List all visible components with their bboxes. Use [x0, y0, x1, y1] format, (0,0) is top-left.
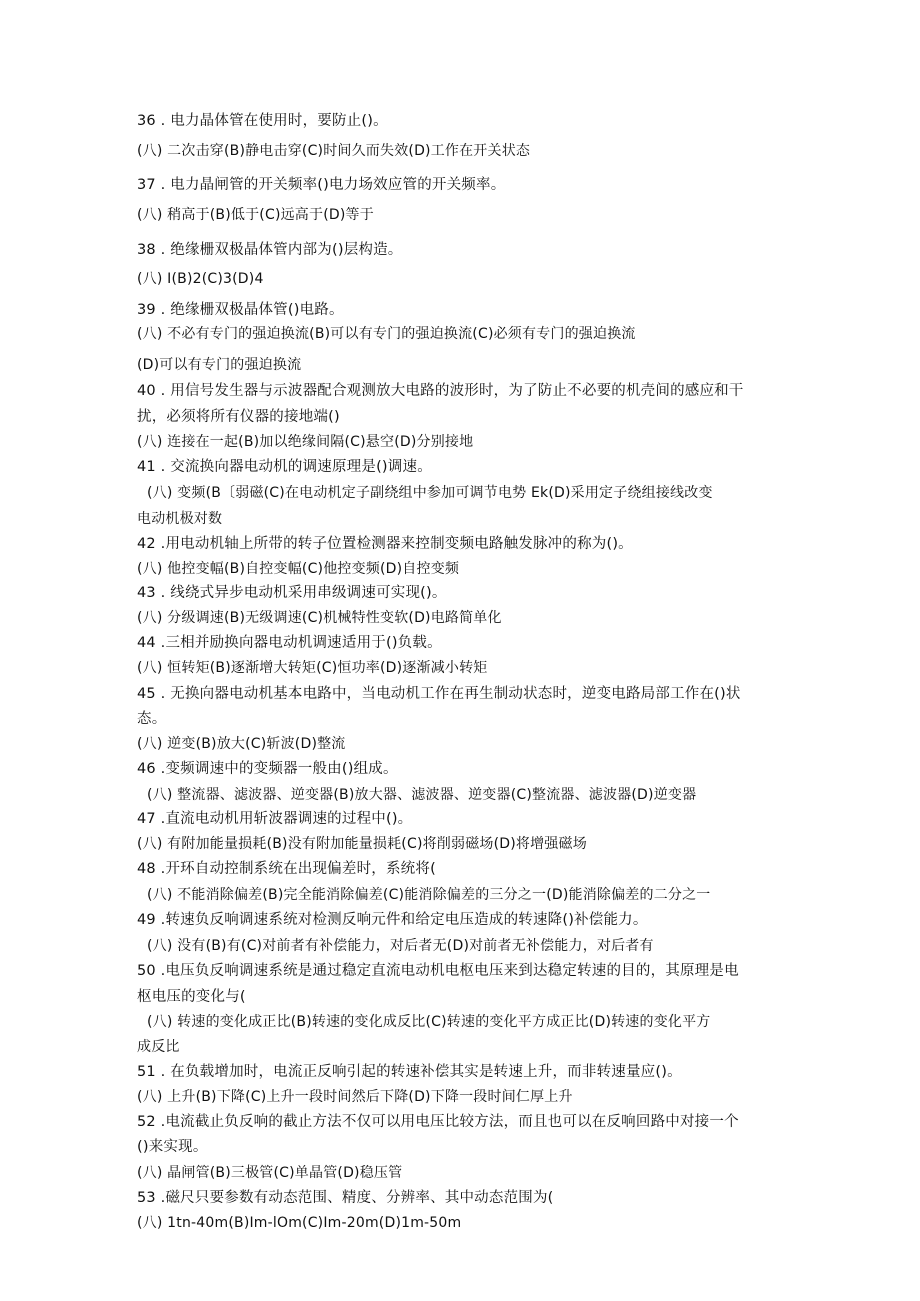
options-46: (八) 整流器、滤波器、逆变器(B)放大器、滤波器、逆变器(C)整流器、滤波器(D)逆变器 — [147, 787, 697, 803]
question-39: 39 . 绝缘栅双极晶体管()电路。 — [137, 302, 344, 318]
options-37: (八) 稍高于(B)低于(C)远高于(D)等于 — [137, 207, 374, 223]
options-43: (八) 分级调速(B)无级调速(C)机械特性变软(D)电路简单化 — [137, 610, 502, 626]
options-49: (八) 没有(B)有(C)对前者有补偿能力，对后者无(D)对前者无补偿能力，对后者有 — [147, 938, 654, 954]
question-38: 38 . 绝缘栅双极晶体管内部为()层构造。 — [137, 242, 403, 258]
question-42: 42 .用电动机轴上所带的转子位置检测器来控制变频电路触发脉冲的称为()。 — [137, 536, 633, 552]
question-48: 48 .开环自动控制系统在出现偏差时，系统将( — [137, 861, 436, 877]
question-36: 36 . 电力晶体管在使用时，要防止()。 — [137, 113, 388, 129]
question-45-cont: 态。 — [137, 711, 167, 727]
options-40: (八) 连接在一起(B)加以绝缘间隔(C)悬空(D)分别接地 — [137, 434, 474, 450]
options-50-cont: 成反比 — [137, 1039, 180, 1055]
options-53: (八) 1tn-40m(B)Im-lOm(C)Im-20m(D)1m-50m — [137, 1215, 462, 1231]
options-41-cont: 电动机极对数 — [137, 511, 223, 527]
question-43: 43 . 线绕式异步电动机采用串级调速可实现()。 — [137, 585, 447, 601]
options-48: (八) 不能消除偏差(B)完全能消除偏差(C)能消除偏差的三分之一(D)能消除偏差的二分之一 — [147, 887, 711, 903]
question-45: 45 . 无换向器电动机基本电路中，当电动机工作在再生制动状态时，逆变电路局部工作在()状 — [137, 686, 741, 702]
question-37: 37 . 电力晶闸管的开关频率()电力场效应管的开关频率。 — [137, 177, 506, 193]
question-40-cont: 扰，必须将所有仪器的接地端() — [137, 409, 340, 425]
question-41: 41 . 交流换向器电动机的调速原理是()调速。 — [137, 459, 432, 475]
options-51: (八) 上升(B)下降(C)上升一段时间然后下降(D)下降一段时间仁厚上升 — [137, 1089, 573, 1105]
question-50: 50 .电压负反响调速系统是通过稳定直流电动机电枢电压来到达稳定转速的目的，其原理是电 — [137, 963, 739, 979]
question-47: 47 .直流电动机用斩波器调速的过程中()。 — [137, 811, 413, 827]
question-46: 46 .变频调速中的变频器一般由()组成。 — [137, 761, 398, 777]
question-50-cont: 枢电压的变化与( — [137, 989, 246, 1005]
question-52-cont: ()来实现。 — [137, 1139, 208, 1155]
options-38: (八) I(B)2(C)3(D)4 — [137, 271, 264, 287]
options-44: (八) 恒转矩(B)逐渐增大转矩(C)恒功率(D)逐渐减小转矩 — [137, 660, 488, 676]
options-42: (八) 他控变幅(B)自控变幅(C)他控变频(D)自控变频 — [137, 561, 460, 577]
question-44: 44 .三相并励换向器电动机调速适用于()负载。 — [137, 635, 442, 651]
options-41: (八) 变频(B〔弱磁(C)在电动机定子副绕组中参加可调节电势 Ek(D)采用定子绕组接线改变 — [147, 485, 713, 501]
options-50: (八) 转速的变化成正比(B)转速的变化成反比(C)转速的变化平方成正比(D)转速的变化平方 — [147, 1014, 711, 1030]
question-52: 52 .电流截止负反响的截止方法不仅可以用电压比较方法，而且也可以在反响回路中对接一个 — [137, 1114, 739, 1130]
options-47: (八) 有附加能量损耗(B)没有附加能量损耗(C)将削弱磁场(D)将增强磁场 — [137, 836, 587, 852]
question-53: 53 .磁尺只要参数有动态范围、精度、分辨率、其中动态范围为( — [137, 1190, 554, 1206]
options-39: (八) 不必有专门的强迫换流(B)可以有专门的强迫换流(C)必须有专门的强迫换流 — [137, 326, 636, 342]
options-52: (八) 晶闸管(B)三极管(C)单晶管(D)稳压管 — [137, 1165, 403, 1181]
question-40: 40 . 用信号发生器与示波器配合观测放大电路的波形时，为了防止不必要的机壳间的感应和干 — [137, 383, 744, 399]
options-45: (八) 逆变(B)放大(C)斩波(D)整流 — [137, 736, 346, 752]
question-49: 49 .转速负反响调速系统对检测反响元件和给定电压造成的转速降()补偿能力。 — [137, 912, 648, 928]
options-36: (八) 二次击穿(B)静电击穿(C)时间久而失效(D)工作在开关状态 — [137, 143, 531, 159]
options-39-cont: (D)可以有专门的强迫换流 — [137, 357, 302, 373]
question-51: 51 . 在负载增加时，电流正反响引起的转速补偿其实是转速上升，而非转速量应()。 — [137, 1064, 682, 1080]
